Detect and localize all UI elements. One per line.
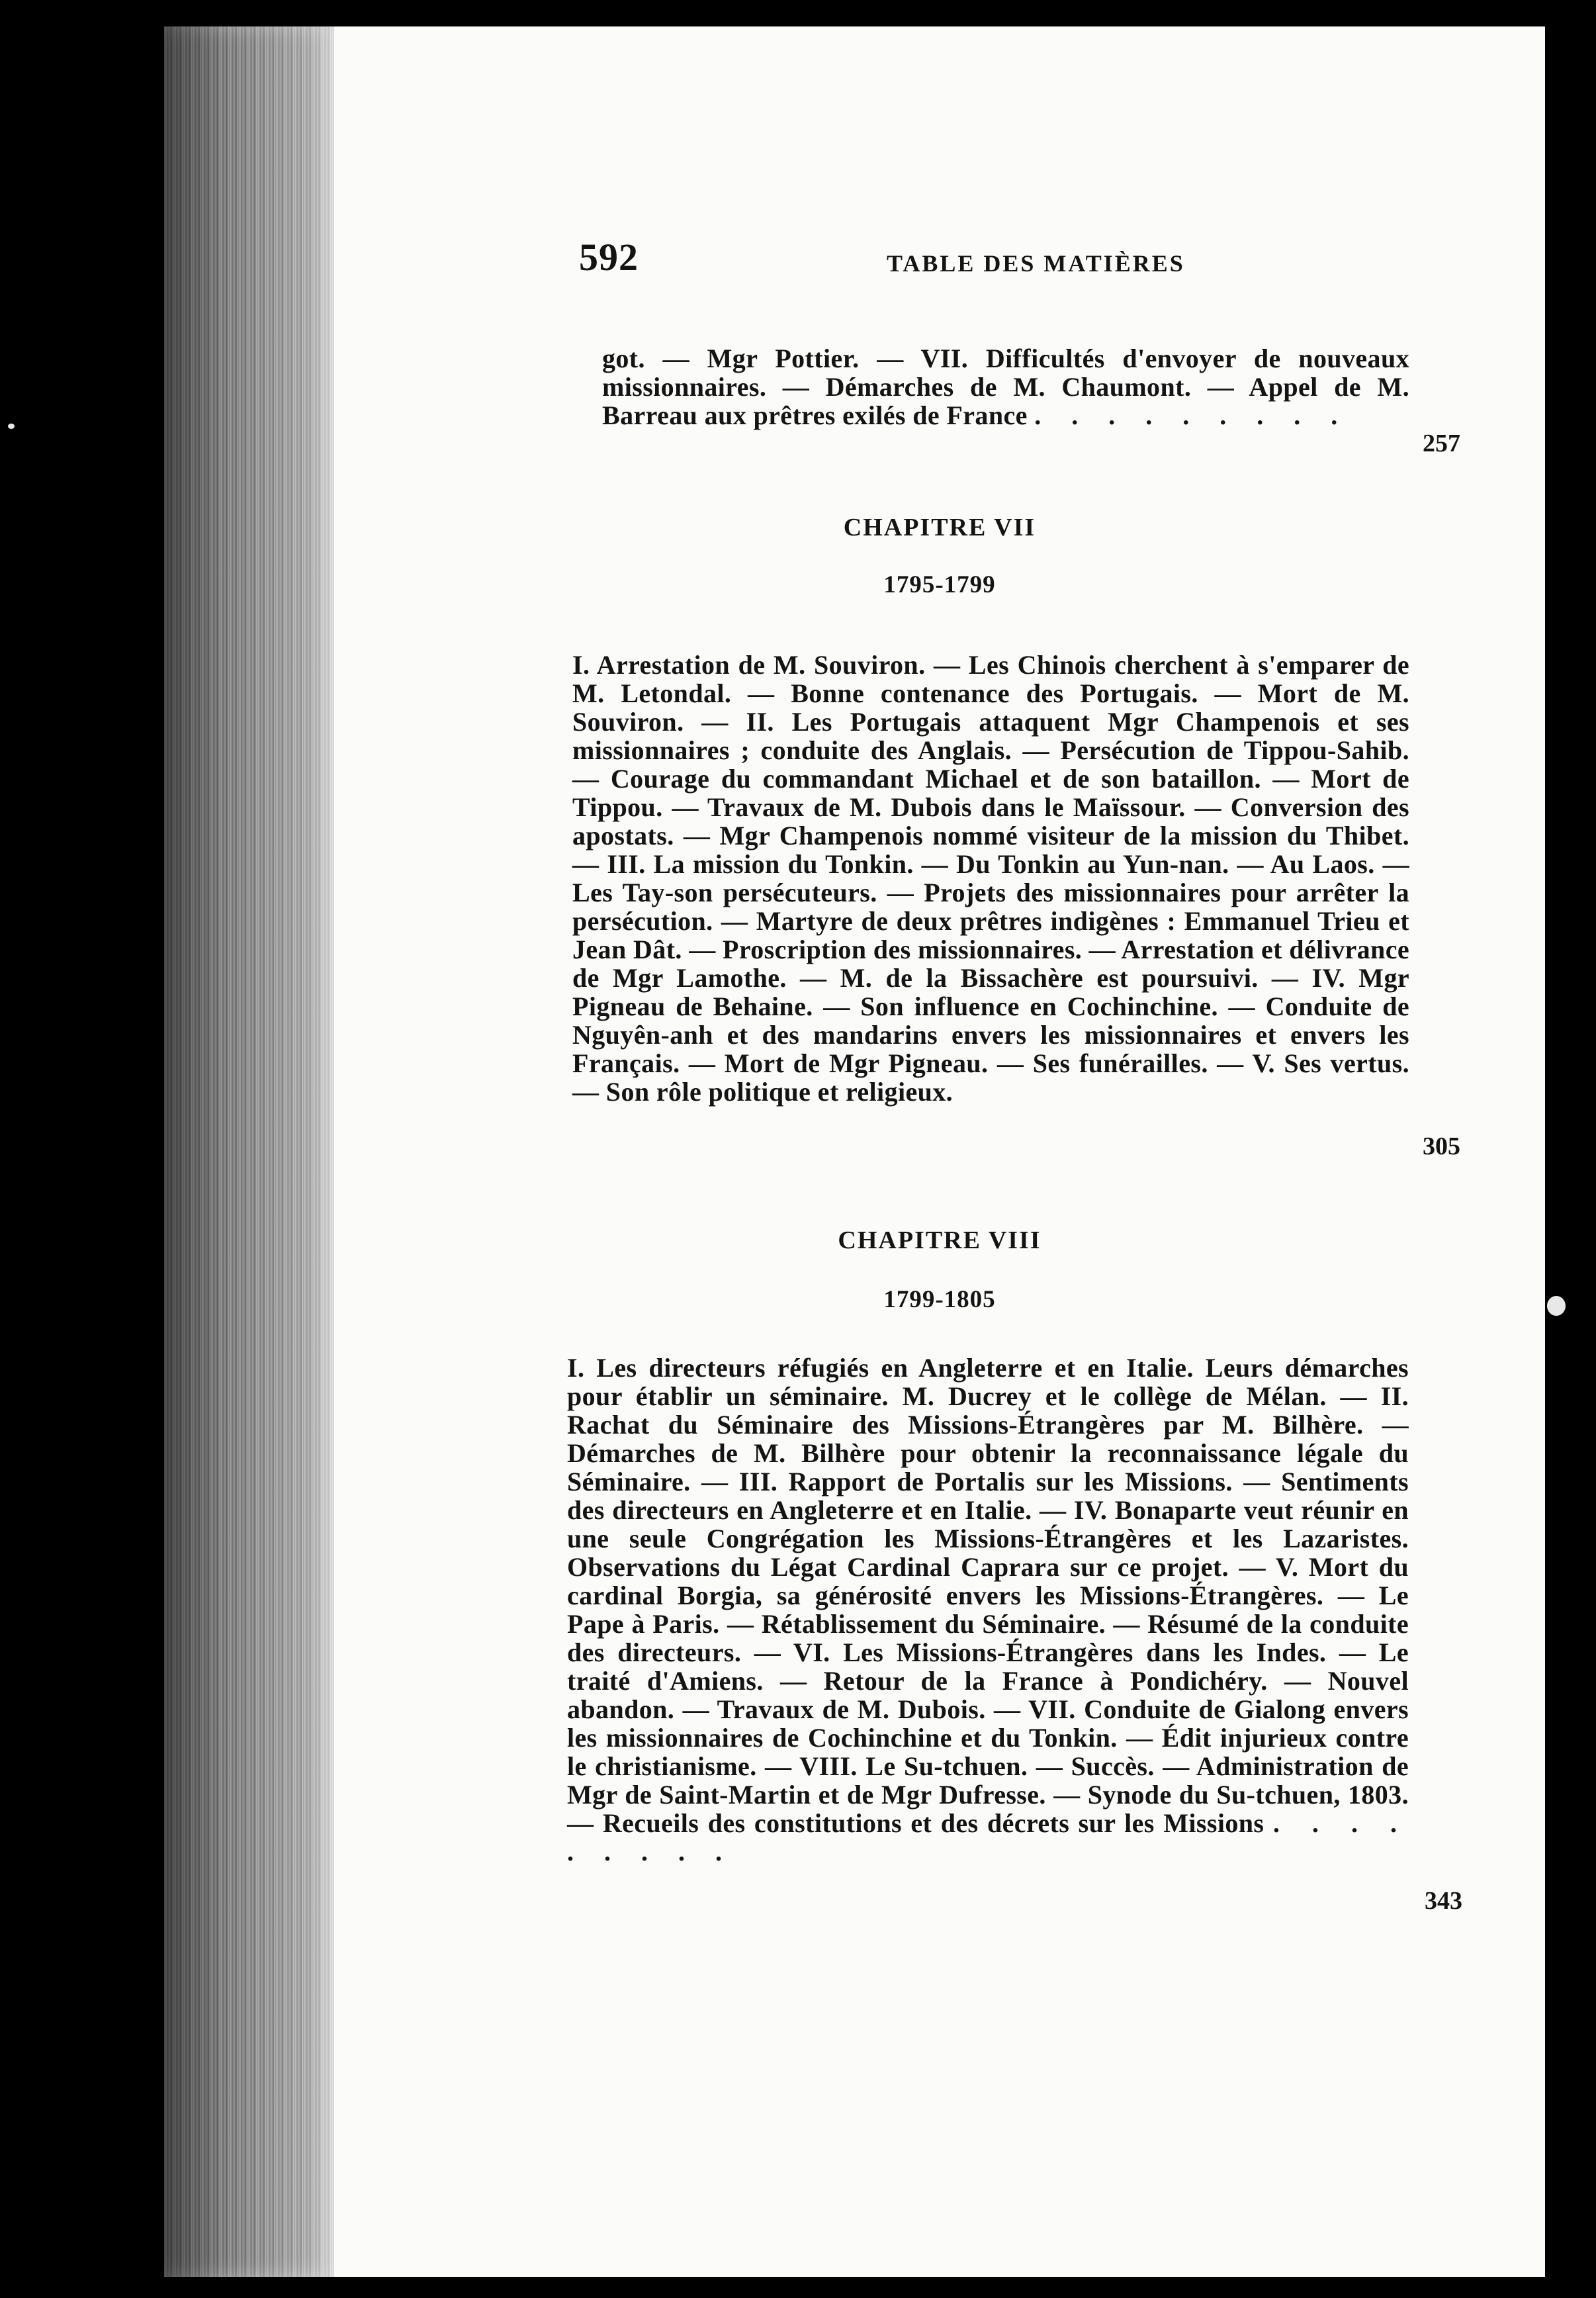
running-title: TABLE DES MATIÈRES (887, 250, 1185, 277)
book-page-edge-shadow (164, 26, 336, 2277)
toc-entry-text: I. Les directeurs réfugiés en Angleterre et en Italie. Leurs démarches pour établir un séminaire. M. Ducrey et le collège de Mélan. — II. Rachat du Séminaire des Missions-Étrangères par M. Bilhère. — Démarches de M. Bilhère pour obtenir la reconnaissance légale du Séminaire. — III. Rapport de Portalis sur les Missions. — Sentiments des directeurs en Angleterre et en Italie. — IV. Bonaparte veut réunir en une seule Congrégation les Missions-Étrangères et les Lazaristes. Observations du Légat Cardinal Caprara sur ce projet. — V. Mort du cardinal Borgia, sa générosité envers les Missions-Étrangères. — Le Pape à Paris. — Rétablissement du Séminaire. — Résumé de la conduite des directeurs. — VI. Les Missions-Étrangères dans les Indes. — Le traité d'Amiens. — Retour de la France à Pondichéry. — Nouvel abandon. — Travaux de M. Dubois. — VII. Conduite de Gialong envers les missionnaires de Cochinchine et du Tonkin. — Édit injurieux contre le christianisme. — VIII. Le Su-tchuen. — Succès. — Administration de Mgr de Saint-Martin et de Mgr Dufresse. — Synode du Su-tchuen, 1803. — Recueils des constitutions et des décrets sur les Missions (567, 1353, 1409, 1838)
chapter-heading: CHAPITRE VII (843, 514, 1036, 541)
dot-leader: . . . . . . . . . (1034, 400, 1350, 430)
toc-entry-continuation (602, 344, 1409, 430)
toc-page-ref: 305 (1423, 1132, 1460, 1160)
page-header (579, 235, 1519, 295)
page-content (334, 26, 1545, 2277)
chapter-heading: CHAPITRE VIII (838, 1226, 1042, 1254)
toc-entry-chapter-8 (567, 1354, 1409, 1866)
toc-entry-chapter-7 (572, 651, 1409, 1106)
scan-speck (8, 424, 15, 429)
toc-page-ref: 343 (1425, 1887, 1462, 1915)
toc-page-ref: 257 (1423, 430, 1460, 457)
dot-leader: . . . . . . . . . (567, 1808, 1409, 1866)
chapter-years: 1795-1799 (883, 571, 996, 598)
toc-entry-text: I. Arrestation de M. Souviron. — Les Chinois cherchent à s'emparer de M. Letondal. — Bonne contenance des Portugais. — Mort de M. Souviron. — II. Les Portugais attaquent Mgr Champenois et ses missionnaires ; conduite des Anglais. — Persécution de Tippou-Sahib. — Courage du commandant Michael et de son bataillon. — Mort de Tippou. — Travaux de M. Dubois dans le Maïssour. — Conversion des apostats. — Mgr Champenois nommé visiteur de la mission du Thibet. — III. La mission du Tonkin. — Du Tonkin au Yun-nan. — Au Laos. — Les Tay-son persécuteurs. — Projets des missionnaires pour arrêter la persécution. — Martyre de deux prêtres indigènes : Emmanuel Trieu et Jean Dât. — Proscription des missionnaires. — Arrestation et délivrance de Mgr Lamothe. — M. de la Bissachère est poursuivi. — IV. Mgr Pigneau de Behaine. — Son influence en Cochinchine. — Conduite de Nguyên-anh et des mandarins envers les missionnaires et envers les Français. — Mort de Mgr Pigneau. — Ses funérailles. — V. Ses vertus. — Son rôle politique et religieux. (572, 650, 1409, 1107)
page-number: 592 (579, 236, 639, 279)
scan-speck (1547, 1296, 1566, 1316)
toc-entry-text: got. — Mgr Pottier. — VII. Difficultés d'envoyer de nouveaux missionnaires. — Démarches de M. Chaumont. — Appel de M. Barreau aux prêtres exilés de France (602, 344, 1409, 430)
book-page (334, 26, 1545, 2277)
chapter-years: 1799-1805 (883, 1286, 996, 1313)
